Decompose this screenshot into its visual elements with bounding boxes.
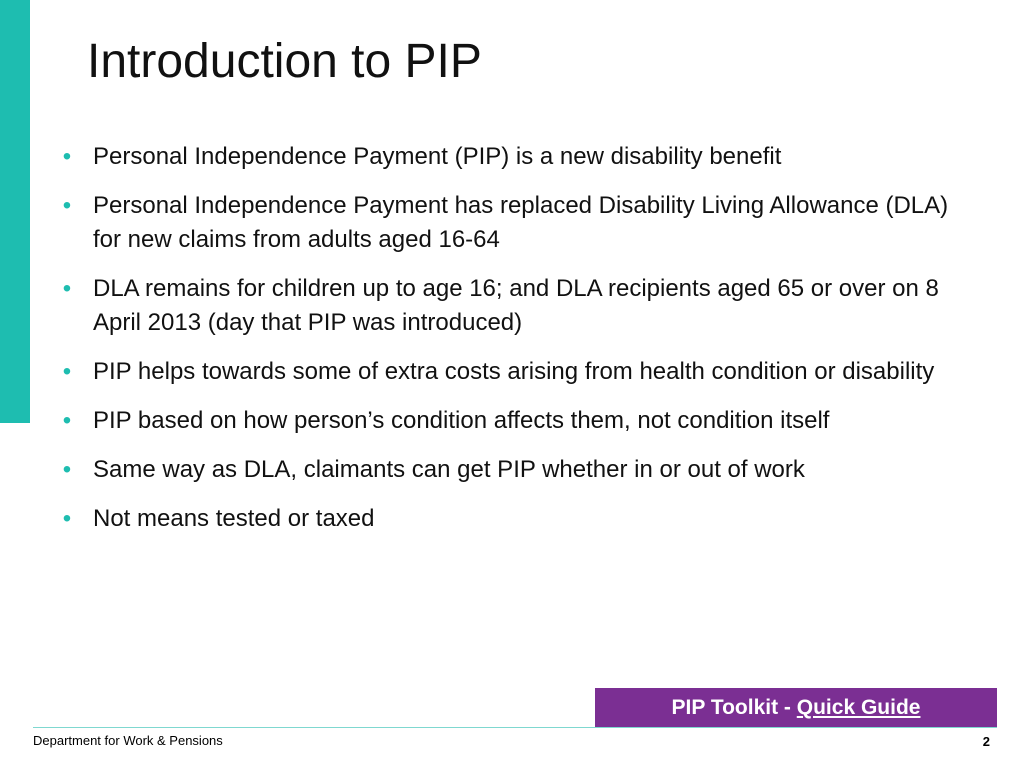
- bullet-text: Personal Independence Payment (PIP) is a new disability benefit: [93, 143, 782, 170]
- bullet-icon: •: [62, 358, 72, 385]
- bullet-item: [57, 272, 957, 340]
- bullet-item: [57, 140, 957, 174]
- bullet-icon: •: [62, 143, 72, 170]
- page-number: 2: [982, 734, 990, 749]
- accent-bar: [0, 0, 30, 423]
- bullet-text: PIP helps towards some of extra costs arising from health condition or disability: [93, 358, 935, 385]
- bullet-icon: •: [62, 456, 72, 483]
- bullet-text: Personal Independence Payment has replaced Disability Living Allowance (DLA) for new claims from adults aged 16-64: [93, 192, 949, 253]
- bullet-item: [57, 453, 957, 487]
- bullet-item: [57, 502, 957, 536]
- bullet-item: [57, 404, 957, 438]
- quick-guide-link[interactable]: Quick Guide: [796, 696, 921, 719]
- bullet-icon: •: [62, 192, 72, 219]
- bullet-item: [57, 355, 957, 389]
- bullet-text: DLA remains for children up to age 16; and DLA recipients aged 65 or over on 8 April 2013 (day that PIP was introduced): [93, 275, 939, 336]
- footer-divider: [33, 727, 997, 728]
- bullet-icon: •: [62, 275, 72, 302]
- bullet-item: [57, 189, 957, 257]
- toolkit-banner: [595, 688, 997, 728]
- toolkit-prefix: PIP Toolkit -: [671, 696, 791, 719]
- slide-title: Introduction to PIP: [87, 35, 482, 88]
- bullet-icon: •: [62, 407, 72, 434]
- footer-department: Department for Work & Pensions: [33, 733, 223, 748]
- bullet-text: Same way as DLA, claimants can get PIP whether in or out of work: [93, 456, 805, 483]
- bullet-text: Not means tested or taxed: [93, 505, 375, 532]
- bullet-list: [57, 140, 957, 551]
- bullet-icon: •: [62, 505, 72, 532]
- bullet-text: PIP based on how person’s condition affects them, not condition itself: [93, 407, 830, 434]
